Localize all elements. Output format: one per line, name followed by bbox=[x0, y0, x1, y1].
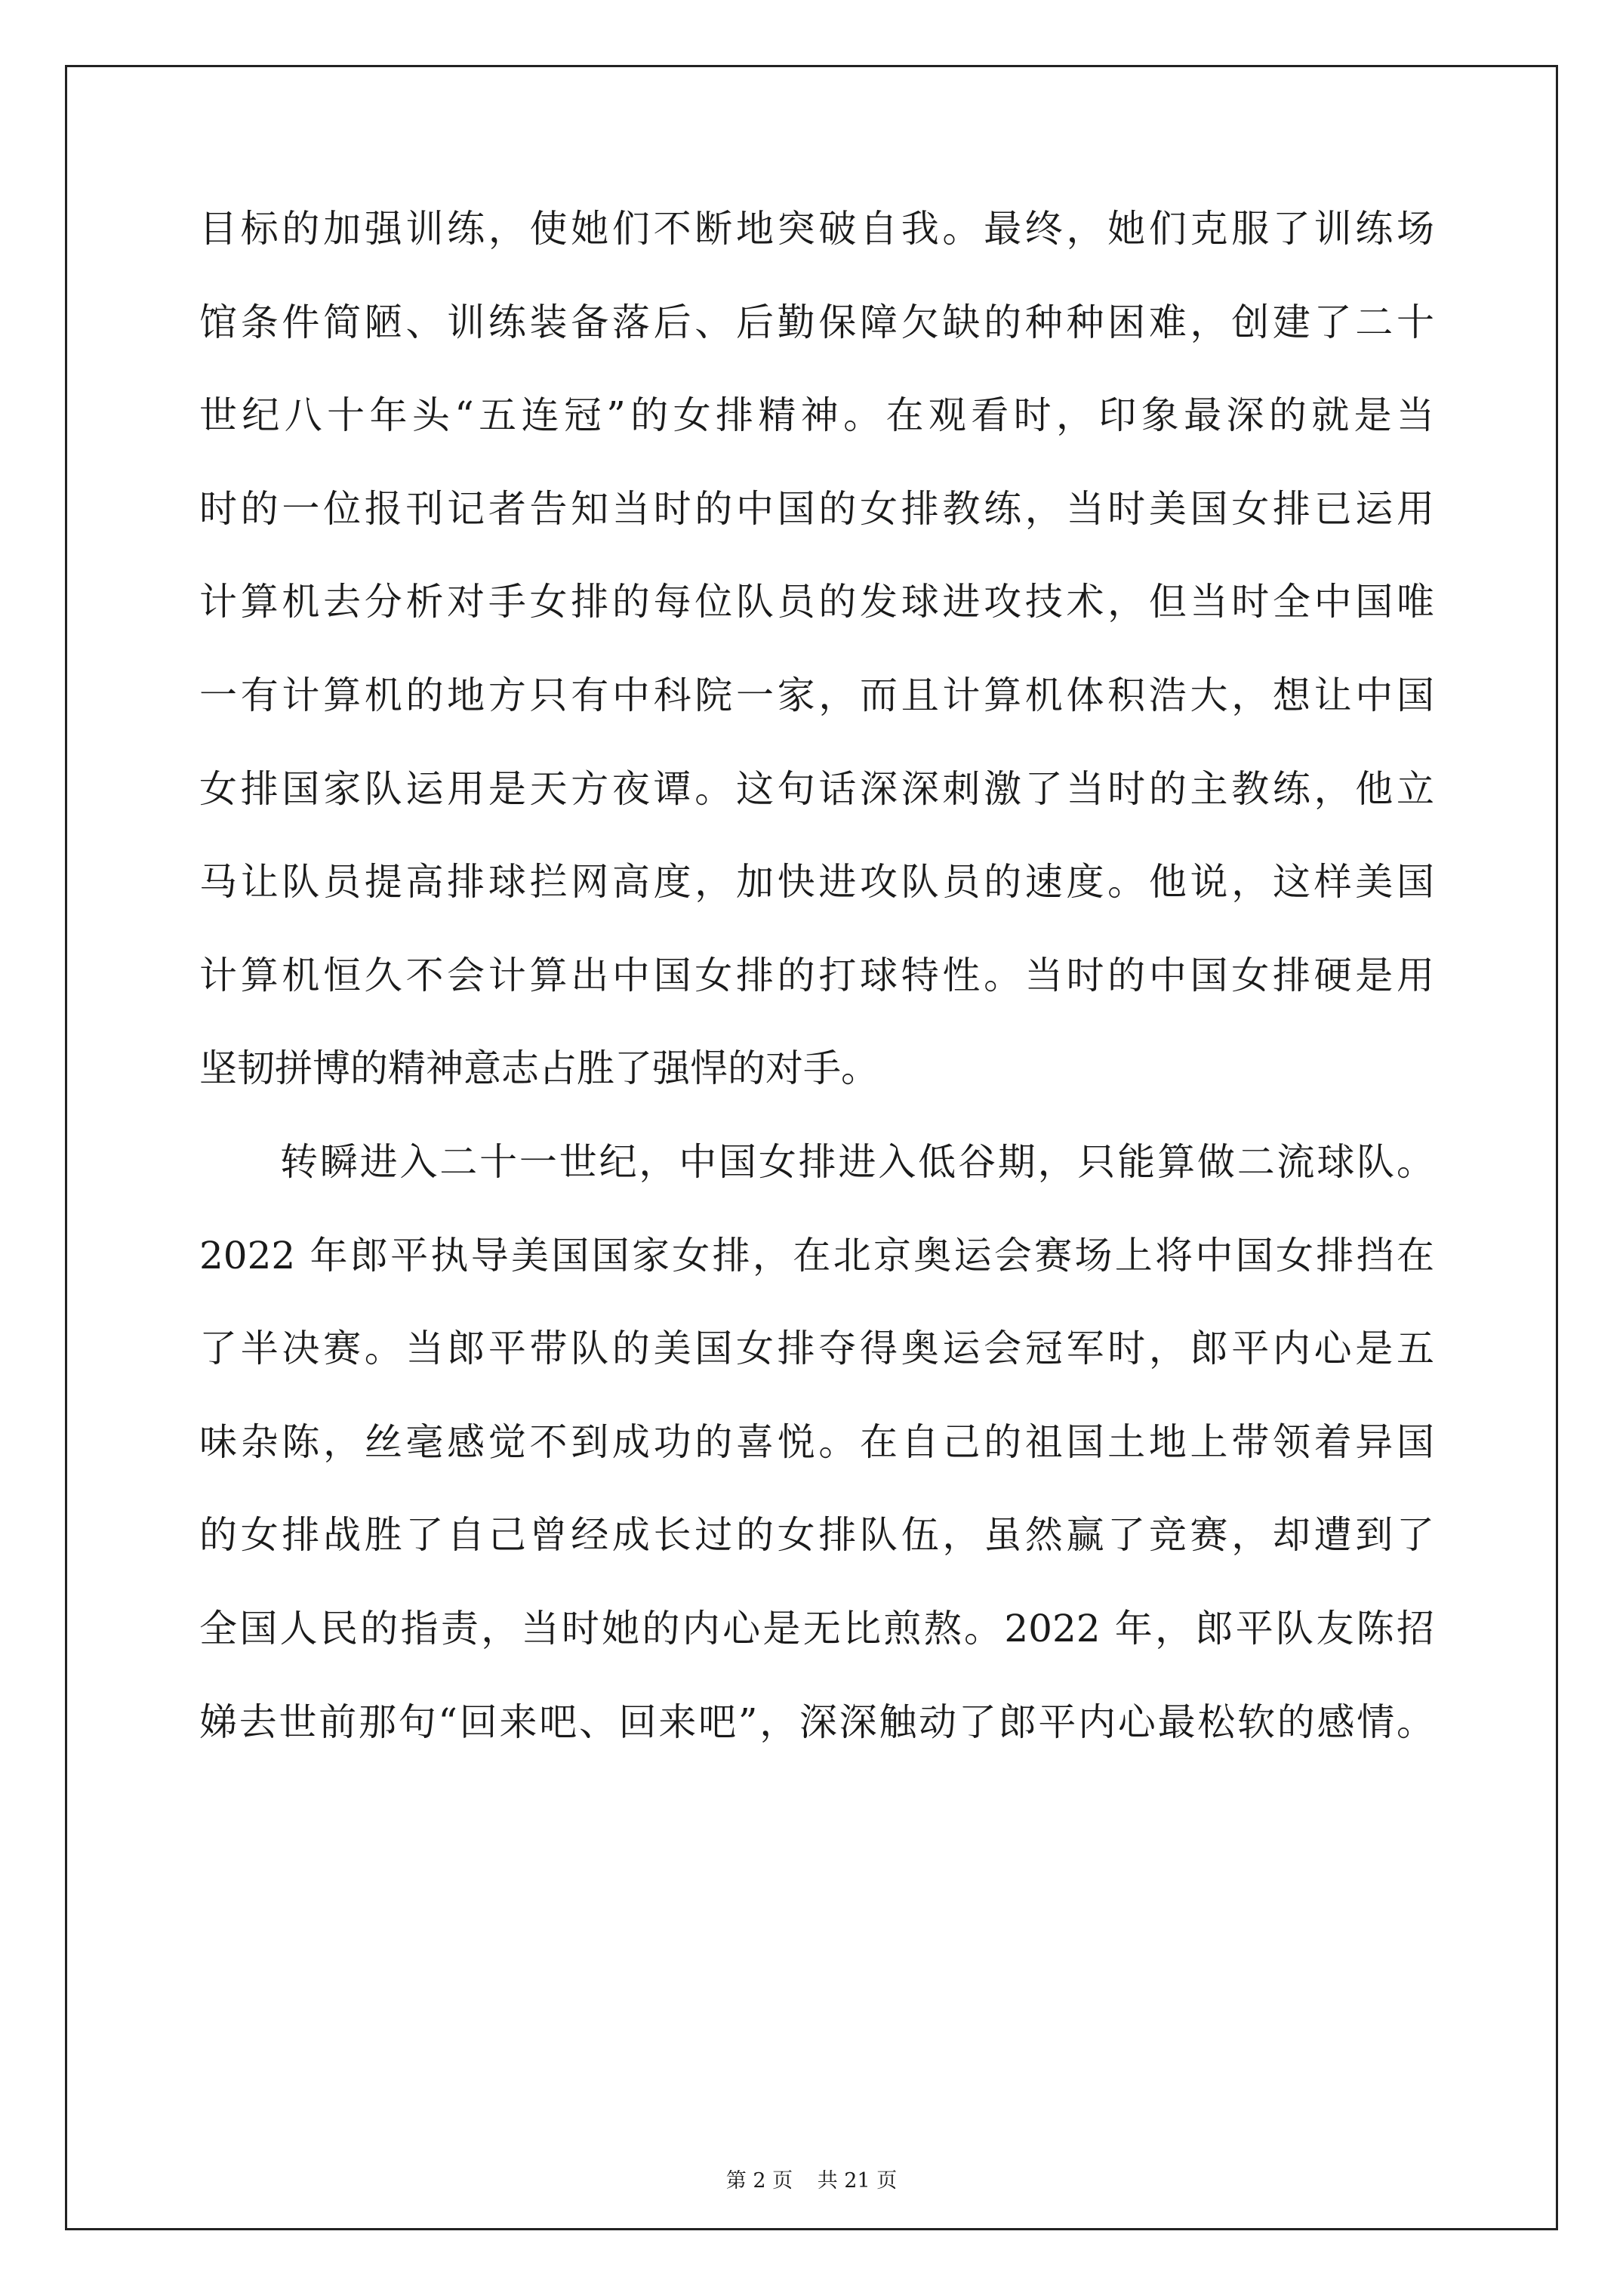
text-line: 娣去世前那句“回来吧、回来吧”，深深触动了郎平内心最松软的感情。 bbox=[199, 1700, 1434, 1744]
text-line: 的女排战胜了自己曾经成长过的女排队伍，虽然赢了竞赛，却遭到了 bbox=[199, 1513, 1434, 1558]
document-body bbox=[199, 207, 1434, 1796]
text-line: 女排国家队运用是天方夜谭。这句话深深刺激了当时的主教练，他立 bbox=[199, 766, 1434, 811]
text-line: 味杂陈，丝毫感觉不到成功的喜悦。在自己的祖国土地上带领着异国 bbox=[199, 1419, 1434, 1464]
text-line: 世纪八十年头“五连冠”的女排精神。在观看时，印象最深的就是当 bbox=[199, 393, 1434, 438]
text-line: 了半决赛。当郎平带队的美国女排夺得奥运会冠军时，郎平内心是五 bbox=[199, 1327, 1434, 1371]
text-line: 馆条件简陋、训练装备落后、后勤保障欠缺的种种困难，创建了二十 bbox=[199, 300, 1434, 344]
text-line: 计算机恒久不会计算出中国女排的打球特性。当时的中国女排硬是用 bbox=[199, 953, 1434, 997]
text-line: 全国人民的指责，当时她的内心是无比煎熬。2022 年，郎平队友陈招 bbox=[199, 1606, 1434, 1650]
page-total: 共 21 页 bbox=[817, 2169, 898, 2193]
paragraph-first-line: 转瞬进入二十一世纪，中国女排进入低谷期，只能算做二流球队。 bbox=[280, 1139, 1434, 1184]
page-footer bbox=[0, 2164, 1623, 2193]
page-number: 第 2 页 bbox=[725, 2169, 793, 2193]
text-line: 马让队员提高排球拦网高度，加快进攻队员的速度。他说，这样美国 bbox=[199, 860, 1434, 905]
text-line: 一有计算机的地方只有中科院一家，而且计算机体积浩大，想让中国 bbox=[199, 673, 1434, 717]
text-line: 目标的加强训练，使她们不断地突破自我。最终，她们克服了训练场 bbox=[199, 207, 1434, 251]
text-line: 计算机去分析对手女排的每位队员的发球进攻技术，但当时全中国唯 bbox=[199, 580, 1434, 624]
text-line: 坚韧拼博的精神意志占胜了强悍的对手。 bbox=[199, 1046, 879, 1091]
text-line: 2022 年郎平执导美国国家女排，在北京奥运会赛场上将中国女排挡在 bbox=[199, 1233, 1434, 1277]
text-line: 时的一位报刊记者告知当时的中国的女排教练，当时美国女排已运用 bbox=[199, 486, 1434, 531]
